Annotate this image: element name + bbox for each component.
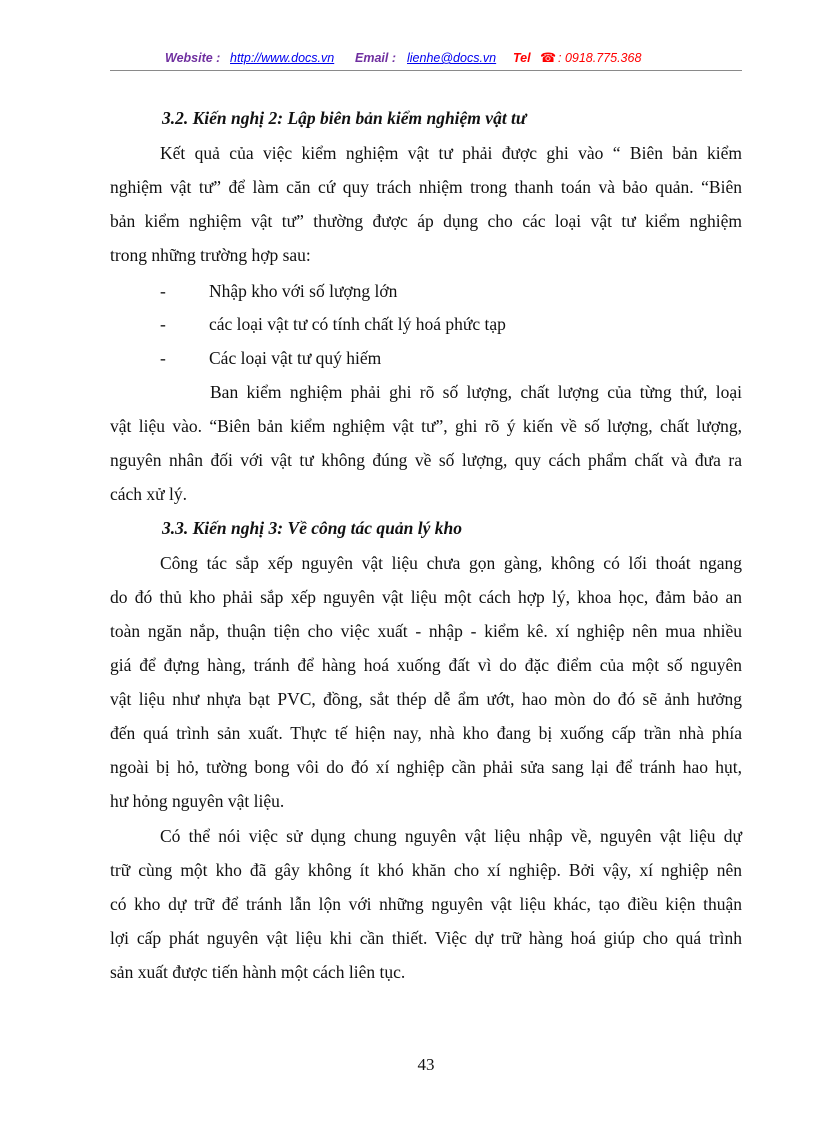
- paragraph-line: hư hỏng nguyên vật liệu.: [110, 791, 285, 811]
- email-link[interactable]: lienhe@docs.vn: [407, 51, 497, 65]
- paragraph-line: ngoài bị hỏ, tường bong vôi do đó xí nghiệp cần phải sửa sang lại để tránh hao hụt,: [110, 757, 742, 777]
- paragraph-line: lợi cấp phát nguyên vật liệu khi cần thiết. Việc dự trữ hàng hoá giúp cho quá trình: [110, 928, 742, 948]
- paragraph-line: nghiệm vật tư” để làm căn cứ quy trách nhiệm trong thanh toán và bảo quản. “Biên: [110, 177, 742, 197]
- phone-number: : 0918.775.368: [558, 51, 642, 65]
- paragraph-line: Công tác sắp xếp nguyên vật liệu chưa gọn gàng, không có lối thoát ngang: [160, 553, 742, 573]
- paragraph-line: toàn ngăn nắp, thuận tiện cho việc xuất - nhập - kiểm kê. xí nghiệp nên mua nhiều: [110, 621, 742, 641]
- paragraph-line: bản kiểm nghiệm vật tư” thường được áp dụng cho các loại vật tư kiểm nghiệm: [110, 211, 742, 231]
- phone-icon: ☎: [540, 50, 557, 65]
- bullet-marker: -: [160, 348, 166, 368]
- bullet-marker: -: [160, 281, 166, 301]
- list-item: Các loại vật tư quý hiếm: [209, 348, 382, 368]
- paragraph-line: giá để đựng hàng, tránh để hàng hoá xuống đất vì do đặc điểm của một số nguyên: [110, 655, 742, 675]
- paragraph-line: Kết quả của việc kiểm nghiệm vật tư phải được ghi vào “ Biên bản kiểm: [160, 143, 742, 163]
- paragraph-line: đến quá trình sản xuất. Thực tế hiện nay, nhà kho đang bị xuống cấp trần nhà phía: [110, 723, 742, 743]
- website-label: Website :: [165, 51, 221, 65]
- paragraph-line: do đó thủ kho phải sắp xếp nguyên vật liệu một cách hợp lý, khoa học, đảm bảo an: [110, 587, 742, 607]
- list-item: các loại vật tư có tính chất lý hoá phức tạp: [209, 314, 506, 334]
- website-link[interactable]: http://www.docs.vn: [230, 51, 335, 65]
- header-divider: [110, 70, 742, 71]
- paragraph-line: trữ cùng một kho đã gây không ít khó khăn cho xí nghiệp. Bởi vậy, xí nghiệp nên: [110, 860, 742, 880]
- paragraph-line: Có thể nói việc sử dụng chung nguyên vật liệu nhập về, nguyên vật liệu dự: [160, 826, 742, 846]
- bullet-marker: -: [160, 314, 166, 334]
- paragraph-line: có kho dự trữ để tránh lẫn lộn với những nguyên vật liệu khác, tạo điều kiện thuận: [110, 894, 742, 914]
- paragraph-line: sản xuất được tiến hành một cách liên tục.: [110, 962, 406, 982]
- paragraph-line: vật liệu như nhựa bạt PVC, đồng, sắt thép dễ ẩm ướt, hao mòn do đó sẽ ảnh hưởng: [110, 689, 742, 709]
- paragraph-line: cách xử lý.: [110, 484, 188, 504]
- page-header: [110, 51, 742, 69]
- paragraph-line: trong những trường hợp sau:: [110, 245, 311, 265]
- email-label: Email :: [355, 51, 396, 65]
- section-heading-3-2: 3.2. Kiến nghị 2: Lập biên bản kiểm nghiệm vật tư: [162, 108, 527, 128]
- tel-label: Tel: [513, 51, 531, 65]
- page-number: 43: [417, 1055, 435, 1074]
- paragraph-line: vật liệu vào. “Biên bản kiểm nghiệm vật tư”, ghi rõ ý kiến về số lượng, chất lượng,: [110, 416, 742, 436]
- list-item: Nhập kho với số lượng lớn: [209, 281, 398, 301]
- paragraph-line: nguyên nhân đối với vật tư không đúng về số lượng, quy cách phẩm chất và đưa ra: [110, 450, 742, 470]
- paragraph-line: Ban kiểm nghiệm phải ghi rõ số lượng, chất lượng của từng thứ, loại: [210, 382, 742, 402]
- section-heading-3-3: 3.3. Kiến nghị 3: Về công tác quản lý kho: [162, 518, 462, 538]
